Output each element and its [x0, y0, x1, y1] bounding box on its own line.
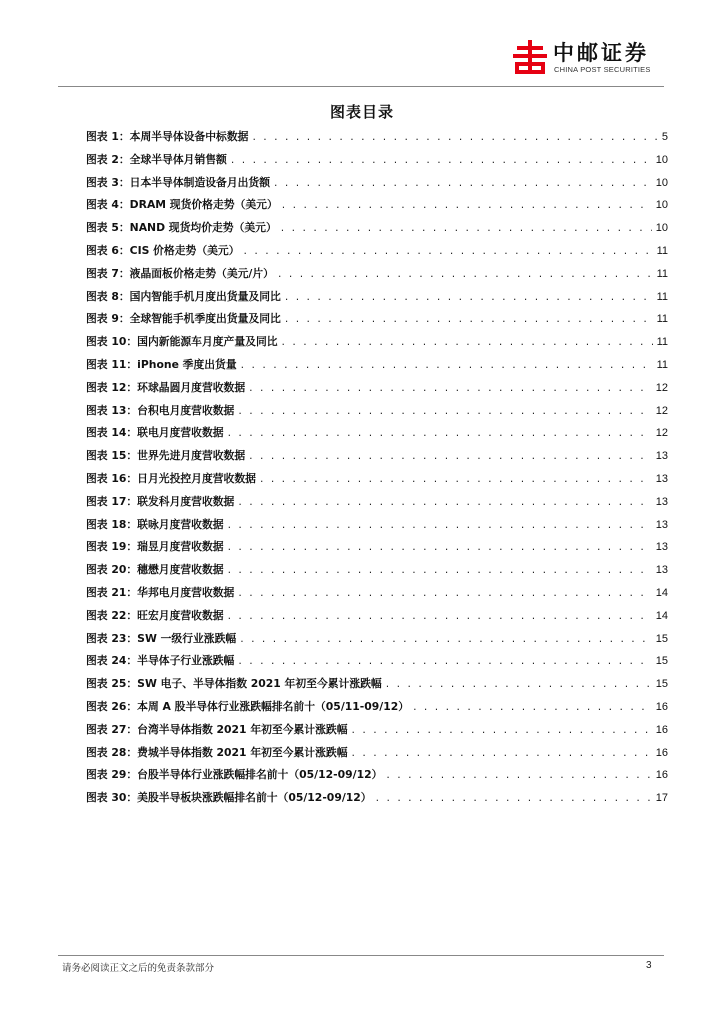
toc-item-page: 11: [656, 290, 668, 303]
toc-item-page: 10: [655, 153, 668, 166]
toc-item[interactable]: [86, 357, 668, 380]
toc-leader-dots: [278, 267, 653, 280]
toc-item-page: 10: [655, 176, 668, 189]
toc-item[interactable]: [86, 311, 668, 334]
toc-item[interactable]: [86, 517, 668, 540]
toc-item-label: 图表 28：费城半导体指数 2021 年初至今累计涨跌幅: [86, 745, 348, 759]
page-number: 3: [646, 960, 652, 971]
company-logo: [513, 40, 673, 80]
toc-item-label: 图表 13：台积电月度营收数据: [86, 403, 235, 417]
toc-item-page: 13: [655, 564, 668, 577]
toc-leader-dots: [386, 768, 651, 781]
toc-item-page: 17: [655, 792, 668, 805]
toc-item-label: 图表 22：旺宏月度营收数据: [86, 608, 224, 622]
toc-item[interactable]: [86, 608, 668, 631]
toc-leader-dots: [386, 677, 652, 690]
toc-item-label: 图表 20：穗懋月度营收数据: [86, 563, 224, 577]
toc-item-label: 图表 6：CIS 价格走势（美元）: [86, 243, 240, 257]
toc-item[interactable]: [86, 562, 668, 585]
toc-leader-dots: [238, 495, 651, 508]
page-header: [0, 0, 724, 90]
toc-leader-dots: [228, 609, 652, 622]
toc-item-page: 16: [655, 700, 668, 713]
toc-leader-dots: [352, 723, 652, 736]
toc-item[interactable]: [86, 266, 668, 289]
toc-title: 图表目录: [329, 103, 394, 121]
toc-item-page: 15: [655, 655, 668, 668]
toc-item-label: 图表 27：台湾半导体指数 2021 年初至今累计涨跌幅: [86, 722, 348, 736]
toc-leader-dots: [376, 791, 652, 804]
toc-list: [86, 129, 668, 813]
toc-item-label: 图表 18：联咏月度营收数据: [86, 517, 224, 531]
toc-item-page: 12: [655, 427, 668, 440]
toc-item-page: 16: [655, 746, 668, 759]
toc-item[interactable]: [86, 676, 668, 699]
toc-item[interactable]: [86, 403, 668, 426]
toc-item-page: 10: [655, 199, 668, 212]
toc-leader-dots: [352, 746, 652, 759]
toc-item-page: 14: [655, 586, 668, 599]
toc-item-page: 16: [655, 723, 668, 736]
toc-item-page: 5: [661, 131, 668, 143]
toc-leader-dots: [274, 176, 652, 189]
toc-leader-dots: [249, 449, 652, 462]
toc-leader-dots: [281, 221, 652, 234]
toc-item[interactable]: [86, 129, 668, 152]
toc-item-page: 15: [655, 632, 668, 645]
toc-leader-dots: [238, 654, 651, 667]
toc-leader-dots: [240, 632, 652, 645]
toc-item-page: 13: [655, 495, 668, 508]
toc-item-label: 图表 16：日月光投控月度营收数据: [86, 471, 256, 485]
toc-item[interactable]: [86, 699, 668, 722]
toc-item-label: 图表 3：日本半导体制造设备月出货额: [86, 175, 271, 189]
toc-item-label: 图表 30：美股半导板块涨跌幅排名前十（05/12-09/12）: [86, 791, 372, 805]
toc-item-label: 图表 12：环球晶圆月度营收数据: [86, 380, 246, 394]
toc-leader-dots: [252, 130, 657, 143]
toc-item[interactable]: [86, 722, 668, 745]
toc-item[interactable]: [86, 494, 668, 517]
toc-item-page: 14: [655, 609, 668, 622]
toc-item[interactable]: [86, 471, 668, 494]
toc-leader-dots: [260, 472, 652, 485]
toc-leader-dots: [238, 404, 651, 417]
header-divider: [58, 86, 664, 87]
toc-leader-dots: [228, 540, 652, 553]
toc-item-label: 图表 19：瑞昱月度营收数据: [86, 540, 224, 554]
toc-item[interactable]: [86, 220, 668, 243]
toc-item-page: 13: [655, 518, 668, 531]
toc-item-label: 图表 14：联电月度营收数据: [86, 426, 224, 440]
toc-item-page: 12: [655, 381, 668, 394]
toc-leader-dots: [285, 290, 653, 303]
toc-item[interactable]: [86, 425, 668, 448]
toc-item-label: 图表 1：本周半导体设备中标数据: [86, 130, 249, 143]
toc-item[interactable]: [86, 448, 668, 471]
toc-leader-dots: [228, 518, 652, 531]
toc-leader-dots: [231, 153, 652, 166]
toc-item[interactable]: [86, 175, 668, 198]
toc-item-label: 图表 8：国内智能手机月度出货量及同比: [86, 289, 281, 303]
toc-item-label: 图表 26：本周 A 股半导体行业涨跌幅排名前十（05/11-09/12）: [86, 699, 410, 713]
toc-item[interactable]: [86, 745, 668, 768]
footer-disclaimer: 请务必阅读正文之后的免责条款部分: [62, 963, 215, 974]
toc-item[interactable]: [86, 243, 668, 266]
toc-item-label: 图表 21：华邦电月度营收数据: [86, 585, 235, 599]
toc-item-page: 16: [655, 769, 668, 782]
toc-leader-dots: [244, 244, 653, 257]
logo-english-name: CHINA POST SECURITIES: [554, 65, 651, 74]
toc-leader-dots: [282, 198, 652, 211]
toc-item-page: 13: [655, 472, 668, 485]
toc-leader-dots: [241, 358, 653, 371]
china-post-logo-icon: [513, 40, 547, 74]
toc-item[interactable]: [86, 152, 668, 175]
toc-item-label: 图表 17：联发科月度营收数据: [86, 494, 235, 508]
toc-item[interactable]: [86, 631, 668, 654]
toc-item-page: 13: [655, 450, 668, 463]
toc-item[interactable]: [86, 653, 668, 676]
toc-leader-dots: [228, 426, 652, 439]
toc-item-label: 图表 4：DRAM 现货价格走势（美元）: [86, 198, 278, 212]
toc-item-page: 15: [655, 678, 668, 691]
toc-item[interactable]: [86, 767, 668, 790]
toc-item-label: 图表 23：SW 一级行业涨跌幅: [86, 631, 237, 645]
toc-leader-dots: [249, 381, 652, 394]
toc-leader-dots: [285, 312, 653, 325]
toc-item-page: 11: [656, 244, 668, 257]
toc-item-page: 11: [656, 313, 668, 326]
toc-item-page: 11: [656, 267, 668, 280]
toc-item[interactable]: [86, 380, 668, 403]
toc-item[interactable]: [86, 790, 668, 813]
toc-item-label: 图表 29：台股半导体行业涨跌幅排名前十（05/12-09/12）: [86, 768, 383, 782]
toc-item[interactable]: [86, 289, 668, 312]
toc-item-page: 11: [656, 358, 668, 371]
toc-item[interactable]: [86, 585, 668, 608]
toc-item[interactable]: [86, 334, 668, 357]
toc-item-label: 图表 5：NAND 现货均价走势（美元）: [86, 221, 277, 235]
toc-item-label: 图表 15：世界先进月度营收数据: [86, 449, 246, 463]
toc-leader-dots: [413, 700, 652, 713]
logo-chinese-name: 中邮证券: [553, 41, 649, 65]
toc-item[interactable]: [86, 539, 668, 562]
toc-leader-dots: [282, 335, 653, 348]
toc-leader-dots: [228, 563, 652, 576]
toc-item-label: 图表 2：全球半导体月销售额: [86, 152, 227, 166]
toc-item-page: 11: [656, 336, 668, 349]
toc-leader-dots: [238, 586, 651, 599]
toc-item-label: 图表 10：国内新能源车月度产量及同比: [86, 335, 278, 349]
footer-divider: [58, 955, 664, 956]
toc-item-label: 图表 7：液晶面板价格走势（美元/片）: [86, 266, 274, 280]
toc-item-page: 12: [655, 404, 668, 417]
toc-item-page: 13: [655, 541, 668, 554]
toc-item[interactable]: [86, 197, 668, 220]
toc-item-page: 10: [655, 222, 668, 235]
toc-item-label: 图表 25：SW 电子、半导体指数 2021 年初至今累计涨跌幅: [86, 677, 382, 691]
toc-item-label: 图表 24：半导体子行业涨跌幅: [86, 654, 235, 668]
toc-item-label: 图表 11：iPhone 季度出货量: [86, 357, 237, 371]
toc-item-label: 图表 9：全球智能手机季度出货量及同比: [86, 312, 281, 326]
